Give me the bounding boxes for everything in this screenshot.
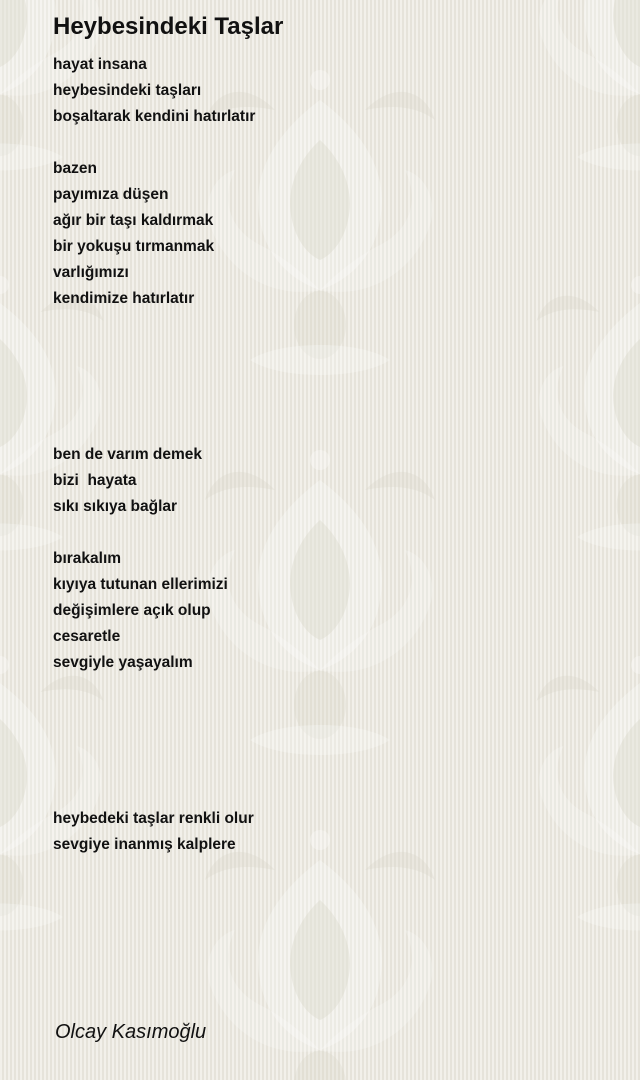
poem-line: bizi hayata	[53, 472, 137, 489]
poem-line: ağır bir taşı kaldırmak	[53, 212, 214, 229]
poem-line: payımıza düşen	[53, 186, 169, 203]
poem-line	[53, 338, 613, 364]
poem-line	[53, 520, 613, 546]
poem-line: heybesindeki taşları	[53, 82, 202, 99]
poem-line: ben de varım demek	[53, 446, 203, 463]
poem-line: bırakalım	[53, 550, 122, 567]
poem-line: kıyıya tutunan ellerimizi	[53, 576, 228, 593]
poem-line: değişimlere açık olup	[53, 602, 211, 619]
poem-line: cesaretle	[53, 628, 121, 645]
poem-line	[53, 702, 613, 728]
poem-title: Heybesindeki Taşlar	[53, 13, 284, 40]
poem-line: bir yokuşu tırmanmak	[53, 238, 215, 255]
poem-line: bazen	[53, 160, 97, 177]
poem-line	[53, 130, 613, 156]
poem-line	[53, 416, 613, 442]
poem-line	[53, 364, 613, 390]
poem-line: hayat insana	[53, 56, 147, 73]
poem-author: Olcay Kasımoğlu	[55, 1021, 207, 1043]
poem-body	[53, 52, 613, 858]
poem-line	[53, 312, 613, 338]
poem-line: kendimize hatırlatır	[53, 290, 195, 307]
poem-line: sevgiyle yaşayalım	[53, 654, 193, 671]
poem-line: sevgiye inanmış kalplere	[53, 836, 236, 853]
poem-line	[53, 780, 613, 806]
poem-line	[53, 754, 613, 780]
poem-line: varlığımızı	[53, 264, 129, 281]
poem-line: sıkı sıkıya bağlar	[53, 498, 178, 515]
poem-line: heybedeki taşlar renkli olur	[53, 810, 254, 827]
poem-line	[53, 676, 613, 702]
poem-line	[53, 390, 613, 416]
poem-line: boşaltarak kendini hatırlatır	[53, 108, 256, 125]
poem-line	[53, 728, 613, 754]
